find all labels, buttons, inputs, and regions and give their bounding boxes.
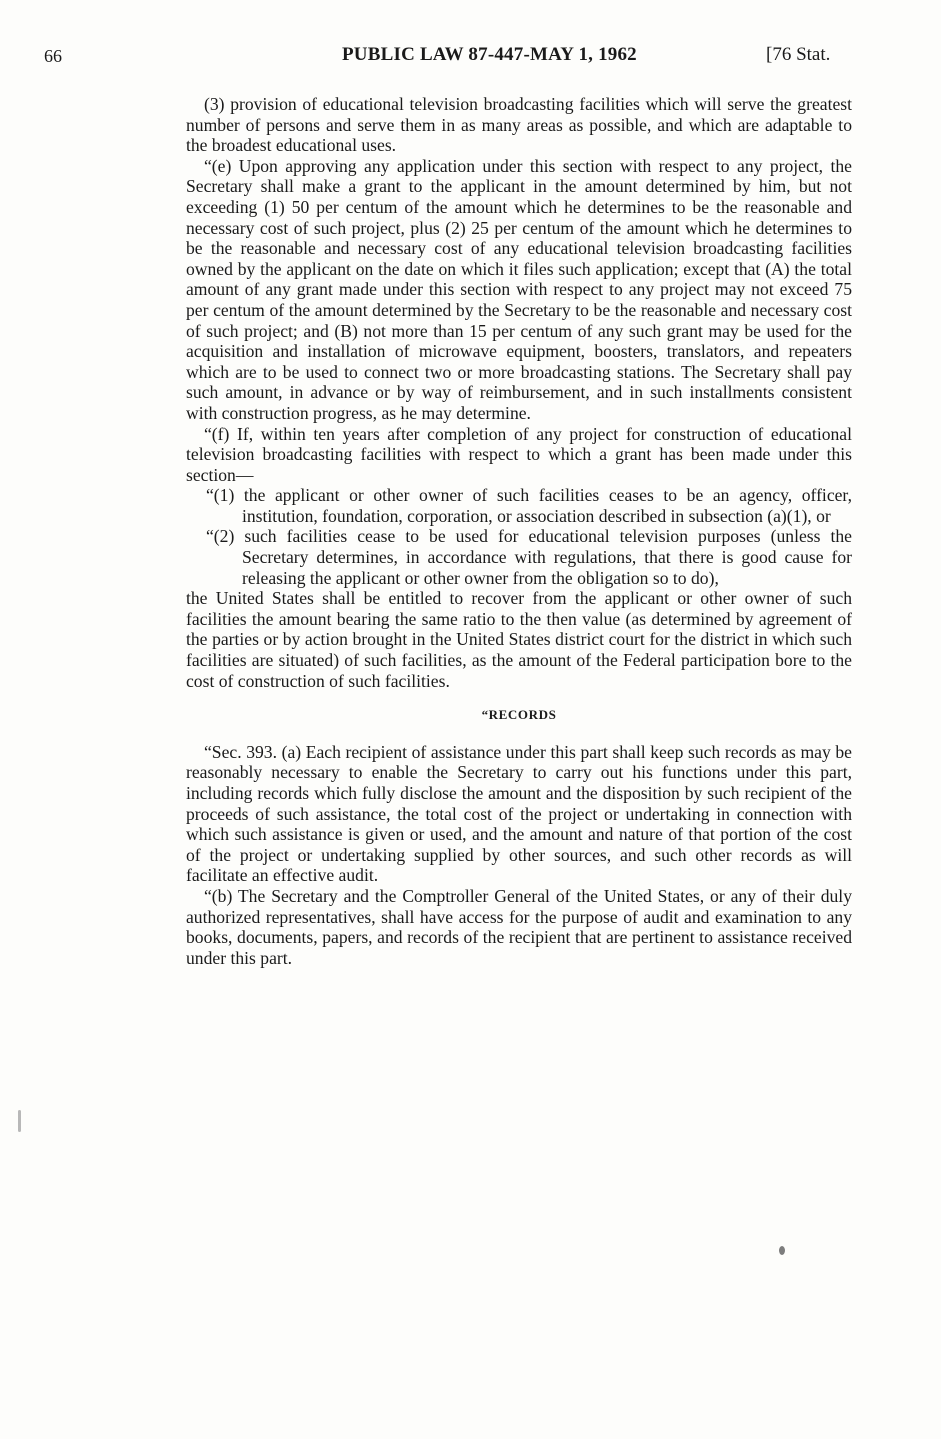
- scan-speck: [779, 1246, 785, 1255]
- clause-f-2: “(2) such facilities cease to be used for educational television purposes (unless the Secretary determines, in accordance with regulations, that there is good cause for releasing the applicant or other owner from the obligation so to do),: [206, 526, 852, 588]
- scan-speck: [18, 1110, 21, 1132]
- paragraph-f-recovery: “(f) If, within ten years after completion of any project for construction of educational television broadcasting facilities with respect to which a grant has been made under this section—: [186, 423, 852, 485]
- page-header: [0, 40, 941, 70]
- page-number: 66: [44, 46, 62, 66]
- running-head: PUBLIC LAW 87-447-MAY 1, 1962: [342, 44, 637, 65]
- paragraph-3-provision: (3) provision of educational television broadcasting facilities which will serve the greatest number of persons and serve them in as many areas as possible, and which are adaptable to the broadest educational uses.: [186, 94, 852, 156]
- paragraph-sec-393-b: “(b) The Secretary and the Comptroller General of the United States, or any of their duly authorized representatives, shall have access for the purpose of audit and examination to any books, documents, papers, and records of the recipient that are pertinent to assistance received under this part.: [186, 885, 852, 968]
- paragraph-e-grant: “(e) Upon approving any application under this section with respect to any project, the Secretary shall make a grant to the applicant in the amount determined by him, but not exceeding (1) 50 per centum of the amount which he determines to be the reasonable and necessary cost of such project, plus (2) 25 per centum of the amount which he determines to be the reasonable and necessary cost of any educational television broadcasting facilities owned by the applicant on the date on which it files such application; except that (A) the total amount of any grant made under this section with respect to any project may not exceed 75 per centum of the amount determined by the Secretary to be the reasonable and necessary cost of such project; and (B) not more than 15 per centum of any such grant may be used for the acquisition and installation of microwave equipment, boosters, translators, and repeaters which are to be used to connect two or more broadcasting stations. The Secretary shall pay such amount, in advance or by way of reimbursement, and in such installments consistent with construction progress, as he may determine.: [186, 155, 852, 423]
- paragraph-f-conclusion: the United States shall be entitled to recover from the applicant or other owner of such facilities the amount bearing the same ratio to the then value (as determined by agreement of the parties or by action brought in the United States district court for the district in which such facilities are situated) of such facilities, as the amount of the Federal participation bore to the cost of construction of such facilities.: [186, 588, 852, 691]
- statute-body: [186, 94, 852, 968]
- volume-reference: [76 Stat.: [766, 44, 831, 65]
- paragraph-sec-393-a: “Sec. 393. (a) Each recipient of assistance under this part shall keep such records as may be reasonably necessary to enable the Secretary to carry out his functions under this part, including records which fully disclose the amount and the disposition by such recipient of the proceeds of such assistance, the total cost of the project or undertaking in connection with which such assistance is given or used, and the amount and nature of that portion of the cost of the project or undertaking supplied by other sources, and such other records as will facilitate an effective audit.: [186, 741, 852, 886]
- clause-f-1: “(1) the applicant or other owner of such facilities ceases to be an agency, officer, institution, foundation, corporation, or association described in subsection (a)(1), or: [206, 485, 852, 526]
- section-heading-records: “RECORDS: [481, 707, 557, 723]
